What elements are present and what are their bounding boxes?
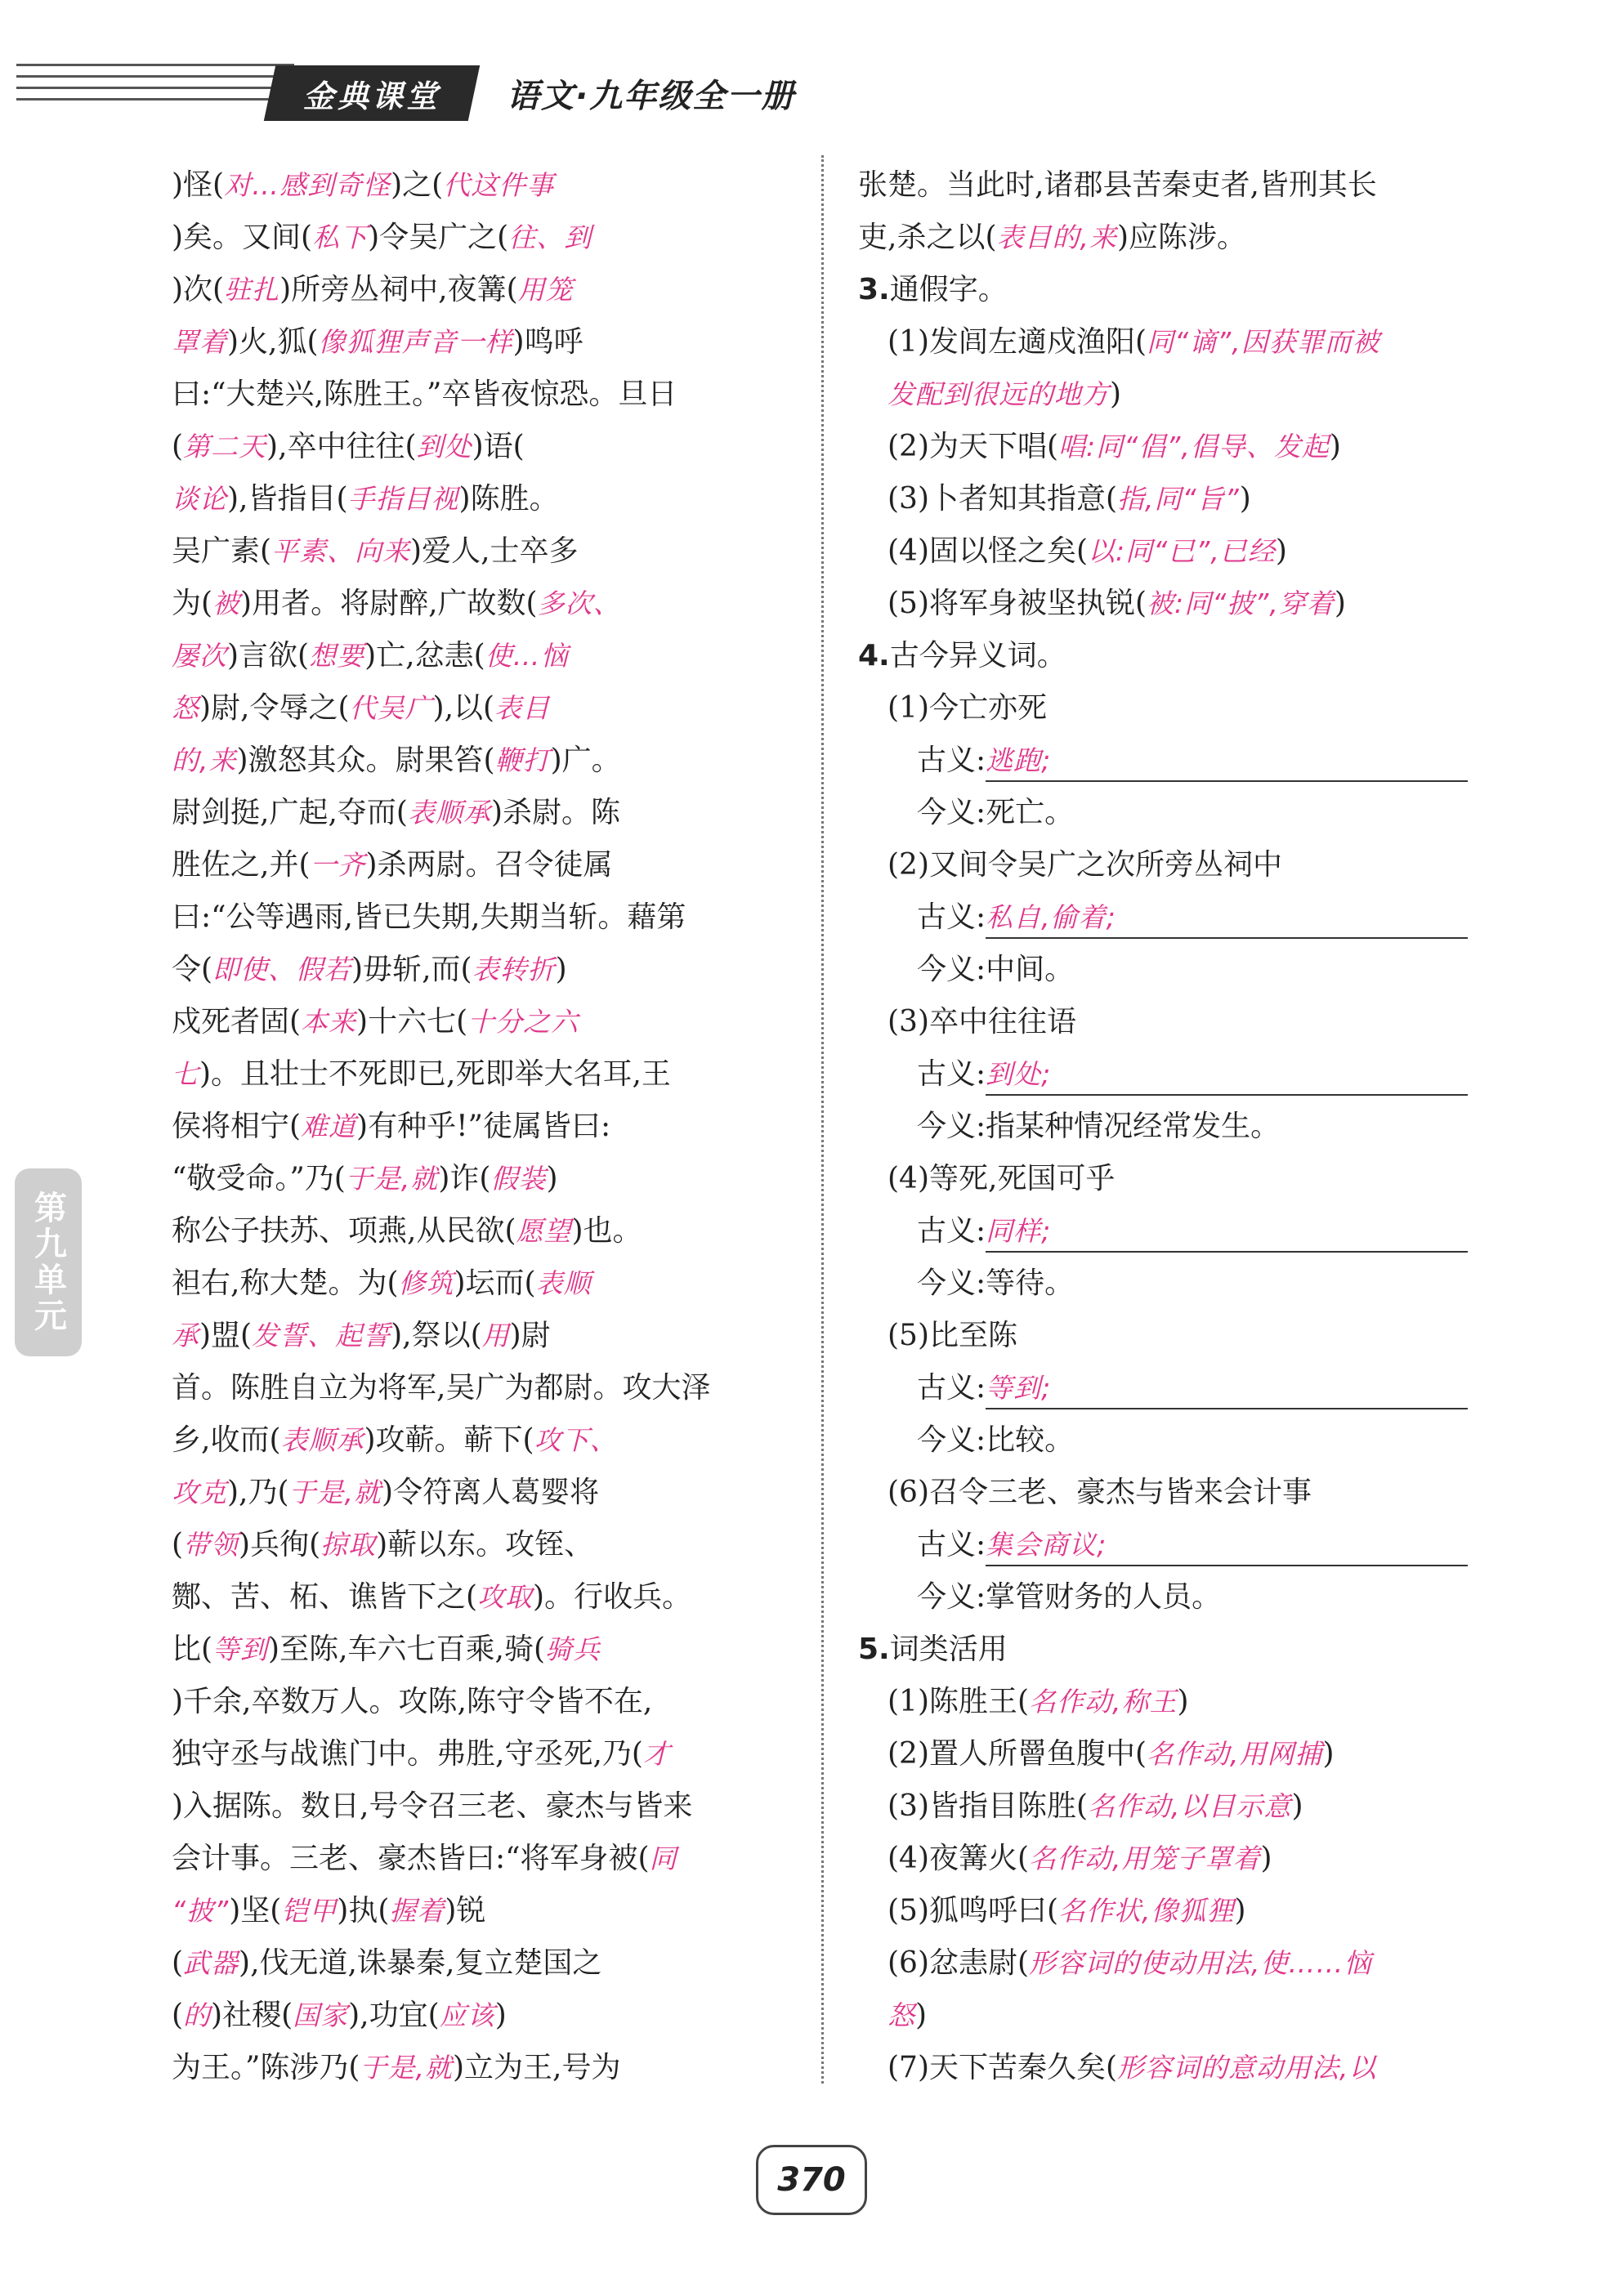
text-line [858,473,1479,525]
answer-text: 手指目视 [347,483,459,515]
text-line [172,1414,793,1467]
text-line [172,2042,793,2094]
source-text: 尉剑挺,广起,夺而( [172,796,408,829]
answer-text: 假装 [490,1163,547,1195]
answer-text: 名作动,称王 [1029,1686,1178,1718]
text-line [858,1833,1479,1885]
text-line [858,1937,1479,1990]
source-text: (6)忿恚尉( [888,1946,1030,1980]
answer-text: 十分之六 [467,1006,579,1038]
source-text: )杀两尉。召令徒属 [365,848,613,882]
ancient-meaning-line [858,1362,1479,1414]
source-text: ( [172,1946,184,1980]
unit-side-tab [15,1168,82,1356]
answer-text: 的,来 [172,744,237,776]
source-text: 胜佐之,并( [172,848,311,882]
source-text: (3)卜者知其指意( [888,482,1118,516]
modern-meaning-line: 今义:中间。 [917,953,1075,986]
answer-text: 于是,就 [360,2052,453,2084]
text-line [172,1048,793,1101]
answer-text: 发配到很远的地方 [888,378,1110,410]
text-line [858,421,1479,473]
text-line [172,1101,793,1153]
ancient-meaning-answer: 集会商议; [986,1525,1468,1566]
source-text: ) [1322,1737,1335,1771]
answer-text: 名作状,像狐狸 [1058,1895,1235,1927]
answer-text: 修筑 [398,1267,454,1299]
answer-text: 怒 [172,692,199,724]
section-title: 古今异义词。 [889,639,1066,672]
text-line [172,1728,793,1780]
text-line [172,787,793,839]
answer-text: 才 [642,1738,671,1770]
answer-text: 对…感到奇怪 [224,169,391,201]
source-text: )蕲以东。攻铚、 [376,1528,594,1561]
answer-text: 于是,就 [288,1476,382,1508]
answer-text: 名作动,用笼子罩着 [1029,1843,1261,1874]
section-5-heading [858,1624,1479,1676]
text-line [172,1153,793,1205]
section-4-items [858,682,1479,1624]
answer-text: 往、到 [508,221,592,253]
text-line [172,839,793,891]
source-text: (2)置人所罾鱼腹中( [888,1737,1147,1771]
text-line [858,1676,1479,1728]
ancient-meaning-line [858,1519,1479,1571]
source-text: )也。 [571,1214,642,1248]
answer-text: 铠甲 [281,1895,338,1927]
source-text: )令吴广之( [368,221,509,254]
answer-text: 私下 [312,221,369,253]
text-line [858,525,1479,578]
answer-text: 本来 [301,1006,357,1038]
text-line [172,891,793,944]
answer-text: 同“谪”,因获罪而被 [1147,326,1380,358]
source-text: )火,狐( [227,325,319,359]
source-text: )千余,卒数万人。攻陈,陈守令皆不在, [172,1685,653,1718]
source-text: )坚( [229,1894,282,1927]
source-text: ( [172,1999,184,2032]
source-text: ),伐无道,诛暴秦,复立楚国之 [239,1946,602,1980]
source-text: 吴广素( [172,534,272,568]
answer-text: 应该 [439,1999,495,2031]
text-line [172,1624,793,1676]
text-line [172,421,793,473]
answer-text: 表目 [494,692,551,724]
modern-meaning-line: 今义:等待。 [917,1266,1075,1300]
answer-text: 像狐狸声音一样 [318,326,513,358]
header-rule [16,87,294,89]
source-text: 袒右,称大楚。为( [172,1266,399,1300]
page-number-box [756,2145,867,2215]
modern-meaning-line: 今义:比较。 [917,1423,1075,1457]
text-line [172,1833,793,1885]
source-text: ) [915,1999,928,2032]
answer-text: 国家 [293,1999,349,2031]
answer-text: 使…恼 [485,640,569,672]
text-line [172,316,793,369]
text-line [858,369,1479,421]
text-line [858,578,1479,630]
answer-text: 承 [172,1320,199,1351]
source-text: (1)陈胜王( [888,1685,1030,1718]
text-line [172,1519,793,1571]
source-text: (1)发闾左適戍渔阳( [888,325,1147,359]
source-text: 戍死者固( [172,1005,302,1039]
answer-text: 第二天 [183,431,267,462]
answer-text: 一齐 [310,849,366,881]
page-header [0,49,1623,139]
modern-meaning-line: 今义:死亡。 [917,796,1075,829]
ancient-meaning-label: 古义: [917,1057,986,1091]
source-text: ),乃( [227,1476,289,1509]
page-number: 370 [777,2161,846,2199]
source-text: )入据陈。数日,号令召三老、豪杰与皆来 [172,1789,693,1823]
ancient-meaning-label: 古义: [917,900,986,934]
text-line [172,630,793,682]
source-text: ) [1177,1685,1189,1718]
right-column [858,159,1479,2094]
section-3-heading [858,264,1479,316]
source-text: 比( [172,1633,213,1666]
source-text: 会计事。三老、豪杰皆曰:“将军身被( [172,1842,650,1875]
text-line [858,1885,1479,1937]
ancient-meaning-label: 古义: [917,1214,986,1248]
header-rule [16,75,294,78]
source-text: 吏,杀之以( [858,221,997,254]
answer-text: 被 [212,587,241,619]
text-line [172,1205,793,1257]
answer-text: 同 [649,1843,677,1874]
source-text: “敬受命。”乃( [172,1162,346,1195]
answer-text: 用笼 [517,274,574,306]
source-text: ) [1260,1842,1272,1875]
source-text: (2)为天下唱( [888,430,1059,463]
answer-text: 多次、 [537,587,621,619]
source-text: )之( [391,168,444,202]
source-text: )言欲( [227,639,310,672]
answer-text: 发誓、起誓 [252,1320,391,1351]
text-line [858,1990,1479,2042]
section-title: 词类活用 [889,1633,1008,1666]
text-line [172,525,793,578]
source-text: 令( [172,953,213,986]
text-line [172,944,793,996]
ancient-meaning-line [858,1048,1479,1101]
source-text: ),以( [432,691,495,725]
source-text: )亡,忿恚( [364,639,485,672]
source-text: ),功宜( [348,1999,440,2032]
answer-text: 表转折 [472,954,556,985]
source-text: ) [555,953,567,986]
ancient-meaning-label: 古义: [917,744,986,777]
modern-meaning-line: 今义:指某种情况经常发生。 [917,1110,1281,1143]
text-line [172,1257,793,1310]
answer-text: 掠取 [320,1529,377,1561]
section-title: 通假字。 [889,273,1008,306]
answer-text: 武器 [183,1947,239,1979]
source-text: 曰:“大楚兴,陈胜王。”卒皆夜惊恐。旦日 [172,377,677,411]
source-text: )立为王,号为 [452,2051,621,2084]
subject-title: 语文·九年级全一册 [507,78,796,115]
text-line [172,473,793,525]
right-intro [858,159,1479,264]
source-text: )执( [337,1894,390,1927]
source-text: ( [172,1528,184,1561]
answer-text: 代吴广 [349,692,433,724]
answer-text: 表顺 [535,1267,592,1299]
source-text: (3)皆指目陈胜( [888,1789,1089,1823]
series-badge [264,65,480,121]
question-line: (3)卒中往往语 [888,1005,1076,1039]
source-text: 为( [172,587,213,620]
answer-text: 于是,就 [345,1163,439,1195]
text-line [172,159,793,212]
answer-text: 罩着 [172,326,227,358]
answer-text: 形容词的使动用法,使……恼 [1029,1947,1372,1979]
text-line [172,212,793,264]
source-text: 张楚。当此时,诸郡县苦秦吏者,皆刑其长 [858,168,1377,202]
ancient-meaning-answer: 同样; [986,1212,1468,1253]
answer-text: 带领 [183,1529,239,1561]
answer-text: 的 [183,1999,212,2031]
text-line [172,682,793,735]
source-text: )爱人,士卒多 [410,534,579,568]
answer-text: 被:同“披”,穿着 [1147,587,1335,619]
answer-text: 怒 [888,1999,915,2031]
series-badge-text: 金典课堂 [302,78,440,114]
ancient-meaning-answer: 私自,偷着; [986,898,1468,939]
answer-text: 骑兵 [545,1633,601,1665]
section-number: 3. [858,273,890,306]
source-text: )令符离人葛婴将 [382,1476,600,1509]
answer-text: 屡次 [172,640,227,672]
ancient-meaning-answer: 等到; [986,1369,1468,1409]
header-rule [16,64,294,66]
answer-text: 即使、假若 [212,954,352,985]
source-text: )毋斩,而( [351,953,472,986]
source-text: )社稷( [211,1999,293,2032]
left-column [172,159,793,2094]
answer-text: 代这件事 [443,169,555,201]
source-text: )盟( [199,1319,253,1352]
ancient-meaning-line [858,735,1479,787]
source-text: )兵徇( [239,1528,321,1561]
source-text: ),皆指目( [227,482,348,516]
answer-text: 表顺承 [407,797,491,829]
question-line: (2)又间令吴广之次所旁丛祠中 [888,848,1282,882]
source-text: ) [494,1999,507,2032]
source-text: (7)天下苦秦久矣( [888,2051,1118,2084]
source-text: ) [1110,377,1122,411]
source-text: )。且壮士不死即已,死即举大名耳,王 [199,1057,671,1091]
answer-text: 形容词的意动用法,以 [1117,2052,1377,2084]
answer-text: 到处 [416,431,472,462]
header-rule [16,98,294,101]
answer-text: 表目的,来 [996,221,1117,253]
source-text: 酂、苦、柘、谯皆下之( [172,1580,478,1614]
ancient-meaning-answer: 到处; [986,1055,1468,1096]
text-line [172,578,793,630]
text-line [172,1885,793,1937]
source-text: (4)夜篝火( [888,1842,1030,1875]
source-text: )攻蕲。蕲下( [364,1423,534,1457]
source-text: )矣。又间( [172,221,313,254]
text-line [172,264,793,316]
source-text: 独守丞与战谯门中。弗胜,守丞死,乃( [172,1737,643,1771]
text-line [172,735,793,787]
section-3-lines [858,316,1479,630]
text-line [172,1990,793,2042]
text-line [858,316,1479,369]
answer-text: 七 [172,1058,199,1090]
modern-meaning-line: 今义:掌管财务的人员。 [917,1580,1222,1614]
source-text: )有种乎!”徒属皆曰: [356,1110,611,1143]
source-text: 侯将相宁( [172,1110,302,1143]
source-text: ) [1239,482,1251,516]
source-text: (5)狐鸣呼曰( [888,1894,1059,1927]
section-number: 5. [858,1633,890,1666]
source-text: (4)固以怪之矣( [888,534,1089,568]
ancient-meaning-answer: 逃跑; [986,741,1468,782]
answer-text: 唱:同“倡”,倡导、发起 [1058,431,1330,462]
source-text: ( [172,430,184,463]
text-line [858,2042,1479,2094]
text-line [172,1780,793,1833]
source-text: ),卒中往往( [266,430,417,463]
source-text: )尉 [509,1319,551,1352]
text-line [858,1728,1479,1780]
source-text: )杀尉。陈 [490,796,620,829]
text-line [172,1571,793,1624]
answer-text: 平素、向来 [271,535,411,567]
source-text: 为王。”陈涉乃( [172,2051,360,2084]
question-line: (6)召令三老、豪杰与皆来会计事 [888,1476,1312,1509]
answer-text: 以:同“已”,已经 [1088,535,1276,567]
text-line [172,369,793,421]
source-text: 称公子扶苏、项燕,从民欲( [172,1214,516,1248]
answer-text: 攻下、 [534,1424,618,1456]
source-text: )锐 [445,1894,486,1927]
source-text: )鸣呼 [512,325,583,359]
ancient-meaning-line [858,891,1479,944]
source-text: )怪( [172,168,225,202]
source-text: )用者。将尉醉,广故数( [240,587,538,620]
source-text: ) [1329,430,1341,463]
text-line [858,159,1479,212]
answer-text: 攻取 [477,1581,534,1613]
source-text: )陈胜。 [458,482,559,516]
answer-text: 驻扎 [224,274,280,306]
text-line [172,1362,793,1414]
source-text: )尉,令辱之( [199,691,350,725]
source-text: ),祭以( [391,1319,482,1352]
answer-text: 愿望 [516,1215,572,1247]
answer-text: 表顺承 [280,1424,364,1456]
question-line: (1)今亡亦死 [888,691,1047,725]
text-line [172,1676,793,1728]
text-line [172,1937,793,1990]
source-text: 首。陈胜自立为将军,吴广为都尉。攻大泽 [172,1371,711,1405]
answer-text: 攻克 [172,1476,227,1508]
text-line [172,1310,793,1362]
source-text: )诈( [438,1162,491,1195]
answer-text: 鞭打 [494,744,551,776]
source-text: (5)将军身被坚执锐( [888,587,1147,620]
source-text: ) [1275,534,1287,568]
source-text: ) [546,1162,558,1195]
text-line [172,996,793,1048]
source-text: 曰:“公等遇雨,皆已失期,失期当斩。藉第 [172,900,686,934]
source-text: ) [1291,1789,1303,1823]
text-line [858,212,1479,264]
source-text: )坛而( [454,1266,536,1300]
answer-text: 等到 [212,1633,269,1665]
source-text: )至陈,车六七百乘,骑( [268,1633,546,1666]
section-number: 4. [858,639,890,672]
answer-text: 谈论 [172,483,227,515]
source-text: )应陈涉。 [1117,221,1247,254]
answer-text: 握着 [389,1895,445,1927]
question-line: (4)等死,死国可乎 [888,1162,1116,1195]
text-line [858,1780,1479,1833]
question-line: (5)比至陈 [888,1319,1017,1352]
source-text: )所旁丛祠中,夜篝( [279,273,518,306]
ancient-meaning-label: 古义: [917,1528,986,1561]
answer-text: 指,同“旨” [1117,483,1240,515]
answer-text: 名作动,用网捕 [1147,1738,1323,1770]
answer-text: 名作动,以目示意 [1088,1790,1292,1822]
source-text: )激怒其众。尉果笞( [236,744,495,777]
column-divider [821,155,824,2084]
section-5-lines [858,1676,1479,2094]
source-text: )语( [472,430,525,463]
source-text: 乡,收而( [172,1423,281,1457]
source-text: )次( [172,273,225,306]
text-line [172,1467,793,1519]
ancient-meaning-line [858,1205,1479,1257]
source-text: )广。 [550,744,621,777]
answer-text: 用 [481,1320,510,1351]
unit-side-tab-label: 第九单元 [29,1190,67,1334]
source-text: ) [1234,1894,1246,1927]
source-text: ) [1334,587,1346,620]
source-text: )十六七( [356,1005,468,1039]
section-4-heading [858,630,1479,682]
source-text: )。行收兵。 [533,1580,692,1614]
answer-text: 难道 [301,1110,357,1142]
answer-text: 想要 [309,640,365,672]
ancient-meaning-label: 古义: [917,1371,986,1405]
answer-text: “披” [172,1895,230,1927]
